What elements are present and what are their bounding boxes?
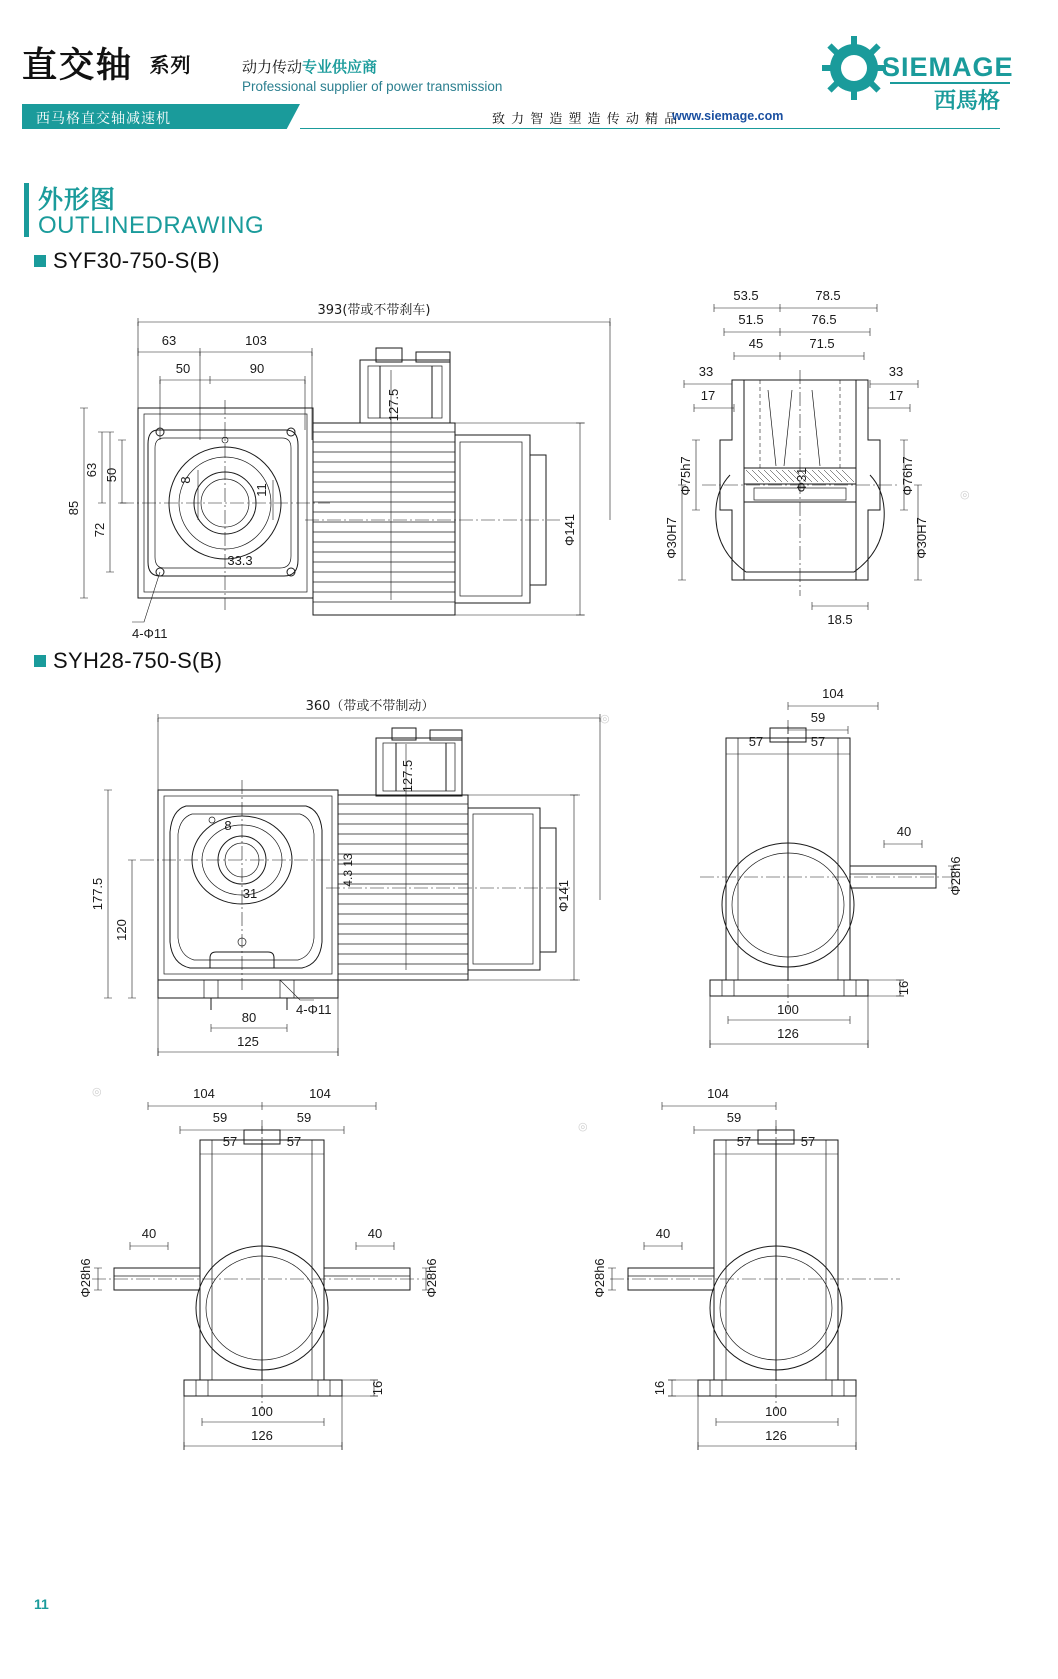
logo-text-cn: 西馬格 (934, 89, 1001, 114)
dim-104-r: 104 (707, 1086, 729, 1101)
dim-4-phi11: 4-Φ11 (132, 626, 168, 641)
header-subtitle-cn (242, 56, 377, 77)
dim-103-top: 103 (245, 333, 267, 348)
model-label-syh28-text: SYH28-750-S(B) (53, 648, 223, 673)
logo-text-en: SIEMAGE (882, 52, 1014, 82)
dim-dia141-b: Φ141 (556, 879, 571, 913)
model-label-syh28 (34, 648, 222, 674)
dim-120: 120 (114, 919, 129, 941)
dim-50-top: 50 (175, 361, 191, 376)
dim-127-5-b: 127.5 (400, 759, 415, 793)
dim-dia141: Φ141 (562, 513, 577, 547)
section-title-en: OUTLINEDRAWING (38, 212, 265, 239)
dim-57-right-2: 57 (286, 1134, 302, 1149)
header-title-cn: 直交轴 (22, 46, 134, 86)
dim-100-l: 100 (251, 1404, 273, 1419)
registration-mark-4: ◎ (600, 713, 610, 725)
dim-dia31: Φ31 (794, 467, 809, 493)
dim-125: 125 (237, 1034, 259, 1049)
header-slogan: 致 力 智 造 塑 造 传 动 精 品 (492, 112, 679, 127)
dim-100-r: 100 (765, 1404, 787, 1419)
dim-18-5: 18.5 (827, 612, 853, 627)
dim-11: 11 (254, 483, 269, 497)
header-series-cn: 系列 (149, 54, 192, 77)
dim-51-5: 51.5 (738, 312, 764, 327)
dim-40-left: 40 (141, 1226, 157, 1241)
registration-mark-3: ◎ (578, 1121, 588, 1133)
dim-33-left: 33 (698, 364, 714, 379)
dim-57-right: 57 (810, 734, 826, 749)
dim-57-left: 57 (748, 734, 764, 749)
dim-104: 104 (822, 686, 844, 701)
dim-90-top: 90 (249, 361, 265, 376)
dim-dia76h7: Φ76h7 (900, 456, 915, 496)
dim-40: 40 (896, 824, 912, 839)
dim-40-r: 40 (655, 1226, 671, 1241)
company-logo (822, 36, 1014, 114)
section-accent-bar (24, 183, 29, 237)
dim-dia28h6-left: Φ28h6 (78, 1258, 93, 1298)
dim-16-l: 16 (370, 1380, 385, 1396)
dim-16: 16 (896, 980, 911, 996)
dim-57-right-3: 57 (800, 1134, 816, 1149)
dim-59-left: 59 (212, 1110, 228, 1125)
registration-mark-1: ◎ (960, 489, 970, 501)
page-header (0, 0, 1058, 140)
header-website-url[interactable]: www.siemage.com (672, 109, 784, 123)
dim-59-right: 59 (296, 1110, 312, 1125)
dim-177-5: 177.5 (90, 877, 105, 911)
header-subtitle-cn-strong: 专业供应商 (302, 58, 378, 76)
dim-57-left-3: 57 (736, 1134, 752, 1149)
dim-overall-360: 360（带或不带制动） (305, 699, 435, 714)
dim-126-r: 126 (765, 1428, 787, 1443)
outline-drawing-double-shaft (70, 1080, 470, 1500)
outline-drawing-syh28-front (90, 680, 660, 1070)
dim-127-5: 127.5 (386, 388, 401, 422)
dim-80: 80 (241, 1010, 257, 1025)
section-title-cn: 外形图 (38, 185, 117, 214)
dim-8: 8 (178, 476, 193, 484)
header-title-block (22, 38, 191, 88)
header-bar-text: 西马格直交轴减速机 (36, 111, 171, 127)
dim-59-r: 59 (726, 1110, 742, 1125)
bullet-square-icon (34, 255, 46, 267)
dim-57-left-2: 57 (222, 1134, 238, 1149)
dim-72-left: 72 (92, 522, 107, 538)
dim-126: 126 (777, 1026, 799, 1041)
dim-17-right: 17 (888, 388, 904, 403)
dim-126-l: 126 (251, 1428, 273, 1443)
dim-8-b: 8 (224, 818, 232, 833)
header-subtitle-cn-pre: 动力传动 (242, 58, 303, 76)
dim-50-left: 50 (104, 467, 119, 483)
dim-dia28h6-r: Φ28h6 (592, 1258, 607, 1298)
dim-40-right: 40 (367, 1226, 383, 1241)
dim-59: 59 (810, 710, 826, 725)
dim-overall-393: 393(带或不带刹车) (317, 303, 431, 318)
outline-drawing-single-shaft-left (592, 1080, 980, 1500)
header-subtitle-en: Professional supplier of power transmission (242, 79, 503, 94)
dim-104-left: 104 (193, 1086, 215, 1101)
model-label-syf30-text: SYF30-750-S(B) (53, 248, 220, 273)
dim-33-right: 33 (888, 364, 904, 379)
dim-78-5: 78.5 (815, 288, 841, 303)
dim-16-r: 16 (652, 1380, 667, 1396)
dim-63-left: 63 (84, 462, 99, 478)
bullet-square-icon-2 (34, 655, 46, 667)
dim-4-phi11-b: 4-Φ11 (296, 1002, 332, 1017)
dim-33-3: 33.3 (227, 553, 253, 568)
dim-4-3-13: 4.3 13 (341, 853, 355, 887)
outline-drawing-syf30-side (664, 280, 982, 640)
page-number: 11 (34, 1596, 49, 1612)
dim-76-5: 76.5 (811, 312, 837, 327)
registration-mark-2: ◎ (92, 1086, 102, 1098)
dim-71-5: 71.5 (809, 336, 835, 351)
dim-104-right: 104 (309, 1086, 331, 1101)
header-divider (300, 128, 1000, 129)
dim-dia30H7-left: Φ30H7 (664, 517, 679, 559)
dim-31: 31 (242, 886, 258, 901)
dim-45: 45 (748, 336, 764, 351)
dim-100: 100 (777, 1002, 799, 1017)
dim-53-5: 53.5 (733, 288, 759, 303)
model-label-syf30 (34, 248, 220, 274)
outline-drawing-syf30-front (66, 280, 660, 650)
dim-dia30H7-right: Φ30H7 (914, 517, 929, 559)
dim-dia28h6-right: Φ28h6 (424, 1258, 439, 1298)
dim-85-left: 85 (66, 500, 81, 516)
dim-17-left: 17 (700, 388, 716, 403)
gear-icon (822, 36, 886, 100)
dim-dia28h6: Φ28h6 (948, 856, 963, 896)
dim-63-top: 63 (161, 333, 177, 348)
dim-dia75h7: Φ75h7 (678, 456, 693, 496)
outline-drawing-syh28-side (660, 680, 990, 1070)
